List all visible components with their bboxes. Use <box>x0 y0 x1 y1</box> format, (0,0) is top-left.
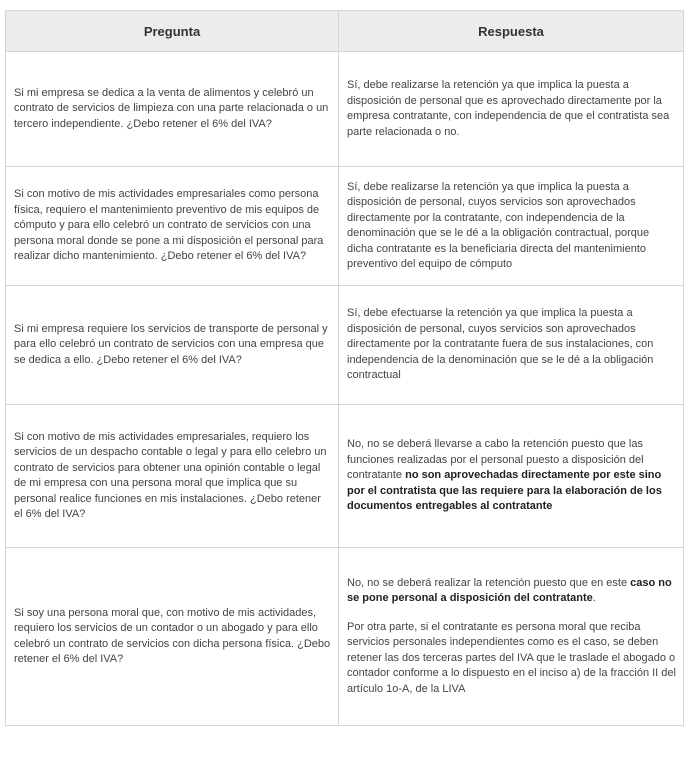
answer-emphasis: caso no se pone personal a disposición del contratante <box>347 576 672 605</box>
answer-paragraph <box>347 576 676 607</box>
table-row <box>6 167 684 286</box>
answer-text: No, no se deberá realizar la retención puesto que en este <box>347 576 631 589</box>
question-cell: Si mi empresa requiere los servicios de transporte de personal y para ello celebró un contrato de servicios con una empresa que se dedica a ello. ¿Debo retener el 6% del IVA? <box>6 286 339 405</box>
answer-text: . <box>592 592 596 605</box>
table-row <box>6 548 684 726</box>
question-cell: Si con motivo de mis actividades empresariales, requiero los servicios de un despacho contable o legal y para ello celebro un contrato de servicios para obtener una opinión contable o legal de mi empresa con una persona moral que implica que su personal realice funciones en mis instalaciones. ¿Debo retener el 6% del IVA? <box>6 405 339 548</box>
header-answer: Respuesta <box>339 11 684 52</box>
question-cell: Si soy una persona moral que, con motivo de mis actividades, requiero los servicios de un contador o un abogado y para ello celebró un contrato de servicios con dicha persona física. ¿Debo retener el 6% del IVA? <box>6 548 339 726</box>
answer-cell: Sí, debe realizarse la retención ya que implica la puesta a disposición de personal, cuyos servicios son aprovechados directamente por la contratante, con independencia de la denominación que se le dé a la obligación contractual, porque dicha contratante es la beneficiaria directa del mantenimiento preventivo del equipo de cómputo <box>339 167 684 286</box>
answer-text: No, no se deberá llevarse a cabo la retención puesto que las funciones realizadas por el personal puesto a disposición del contratante <box>347 438 644 482</box>
question-cell: Si con motivo de mis actividades empresariales como persona física, requiero el mantenimiento preventivo de mis equipos de cómputo y para ello celebró un contrato de servicios con una persona moral donde se pone a mi disposición el personal para realizar dicho mantenimiento. ¿Debo retener el 6% del IVA? <box>6 167 339 286</box>
answer-cell: Sí, debe efectuarse la retención ya que implica la puesta a disposición de personal, cuyos servicios son aprovechados directamente por la contratante fuera de sus instalaciones, con independencia de la denominación que se le dé a la obligación contractual <box>339 286 684 405</box>
answer-cell <box>339 405 684 548</box>
question-cell: Si mi empresa se dedica a la venta de alimentos y celebró un contrato de servicios de limpieza con una parte relacionada o un tercero independiente. ¿Debo retener el 6% del IVA? <box>6 52 339 167</box>
table-row <box>6 52 684 167</box>
table-row <box>6 286 684 405</box>
answer-cell <box>339 548 684 726</box>
header-question: Pregunta <box>6 11 339 52</box>
answer-cell: Sí, debe realizarse la retención ya que implica la puesta a disposición de personal que es aprovechado directamente por la empresa contratante, con independencia de que el contratista sea parte relacionada o no. <box>339 52 684 167</box>
table-header-row <box>6 11 684 52</box>
answer-paragraph: Por otra parte, si el contratante es persona moral que reciba servicios personales independientes como es el caso, se deben retener las dos terceras partes del IVA que le traslade el abogado o contador conforme a lo dispuesto en el inciso a) de la fracción II del artículo 1o-A, de la LIVA <box>347 620 676 695</box>
answer-emphasis: no son aprovechadas directamente por este sino por el contratista que las requiere para la elaboración de los documentos entregables al contratante <box>347 469 662 513</box>
table-row <box>6 405 684 548</box>
qa-table <box>5 10 684 726</box>
